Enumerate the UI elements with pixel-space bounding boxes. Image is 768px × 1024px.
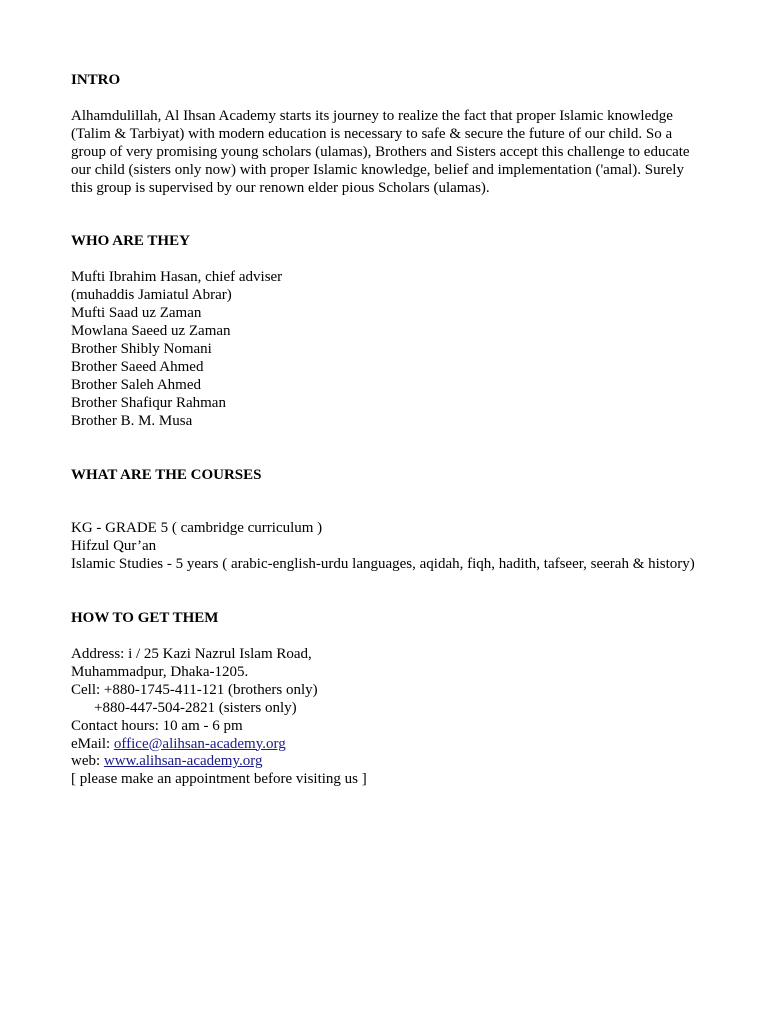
who-are-they-heading: WHO ARE THEY (71, 233, 190, 250)
contact-hours: Contact hours: 10 am - 6 pm (71, 717, 243, 734)
course-item: KG - GRADE 5 ( cambridge curriculum ) (71, 520, 323, 537)
document-page (71, 72, 701, 789)
email-label: eMail: (71, 735, 114, 752)
web-line (71, 753, 701, 771)
email-link[interactable]: office@alihsan-academy.org (113, 735, 286, 752)
intro-paragraph: Alhamdulillah, Al Ihsan Academy starts its journey to realize the fact that proper Islamic knowledge (Talim & Tarbiyat) with modern education is necessary to safe & secure the future of our child. So a group of very promising young scholars (ulamas), Brothers and Sisters accept this challenge to educate our child (sisters only now) with proper Islamic knowledge, belief and implementation ('amal). Surely this group is supervised by our renown elder pious Scholars (ulamas). (71, 107, 690, 196)
intro-heading: INTRO (71, 72, 121, 88)
member-line: Mufti Ibrahim Hasan, chief adviser (71, 269, 283, 286)
address-line: Address: i / 25 Kazi Nazrul Islam Road, (71, 646, 312, 663)
courses-heading: WHAT ARE THE COURSES (71, 466, 262, 483)
member-line: Brother Saleh Ahmed (71, 376, 201, 393)
member-line: Brother Shibly Nomani (71, 340, 212, 357)
web-link[interactable]: www.alihsan-academy.org (103, 753, 263, 770)
members-list (71, 269, 701, 430)
course-item: Hifzul Qur’an (71, 538, 157, 555)
how-to-get-them-heading: HOW TO GET THEM (71, 610, 219, 627)
member-line: Mufti Saad uz Zaman (71, 305, 202, 322)
contact-details (71, 646, 701, 789)
member-line: Brother B. M. Musa (71, 412, 193, 429)
member-line: (muhaddis Jamiatul Abrar) (71, 287, 232, 304)
member-line: Mowlana Saeed uz Zaman (71, 323, 231, 340)
appointment-note: [ please make an appointment before visiting us ] (71, 771, 367, 788)
address-line: Muhammadpur, Dhaka-1205. (71, 663, 249, 680)
cell-line: +880-447-504-2821 (sisters only) (94, 699, 297, 716)
cell-line: Cell: +880-1745-411-121 (brothers only) (71, 681, 318, 698)
email-line (71, 736, 701, 754)
courses-list (71, 520, 701, 574)
web-label: web: (71, 753, 104, 770)
course-item: Islamic Studies - 5 years ( arabic-english-urdu languages, aqidah, fiqh, hadith, tafseer, seerah & history) (71, 556, 695, 573)
member-line: Brother Saeed Ahmed (71, 358, 204, 375)
member-line: Brother Shafiqur Rahman (71, 394, 226, 411)
